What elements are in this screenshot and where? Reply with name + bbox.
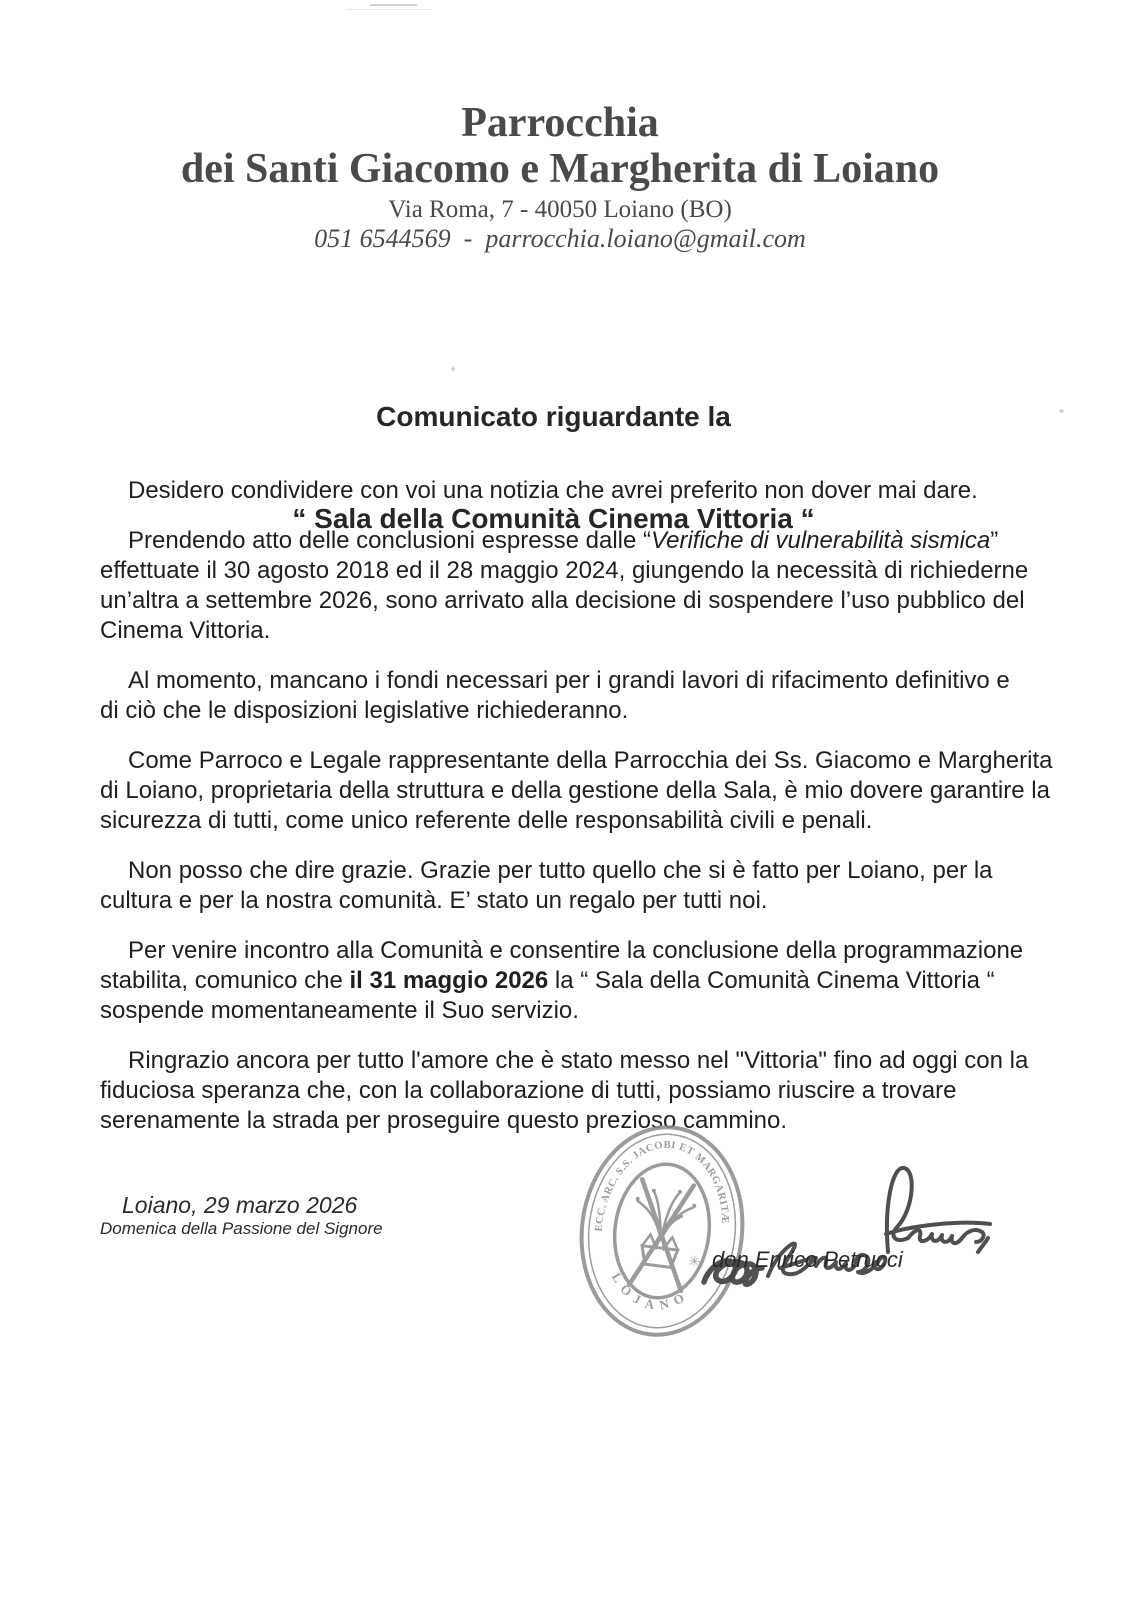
body-paragraph: Non posso che dire grazie. Grazie per tutto quello che si è fatto per Loiano, per la cultura e per la nostra comunità. E’ stato un regalo per tutti noi.: [100, 857, 993, 914]
liturgical-day: Domenica della Passione del Signore: [100, 1219, 383, 1238]
stamp-flower-mark-icon: ✳: [687, 1252, 702, 1270]
body-paragraph: Come Parroco e Legale rappresentante della Parrocchia dei Ss. Giacomo e Margherita di Loiano, proprietaria della struttura e della gestione della Sala, è mio dovere garantire la sicurezza di tutti, come unico referente delle responsabilità civili e penali.: [100, 747, 1053, 834]
body-paragraph: Ringrazio ancora per tutto l'amore che è stato messo nel "Vittoria" fino ad oggi con la fiduciosa speranza che, con la collaborazione di tutti, possiamo riuscire a trovare serenamente la strada per proseguire questo prezioso cammino.: [100, 1047, 1029, 1134]
subject-line1: Comunicato riguardante la: [376, 401, 731, 432]
scan-artifact-line: [370, 4, 417, 6]
body-paragraph: Al momento, mancano i fondi necessari per i grandi lavori di rifacimento definitivo e di ciò che le disposizioni legislative richiederanno.: [100, 667, 1010, 724]
parish-phone-email: 051 6544569 - parrocchia.loiano@gmail.com: [314, 224, 806, 253]
parish-name-line1: Parrocchia: [461, 100, 659, 146]
signature-handwriting: [680, 1150, 1000, 1300]
parish-address: Via Roma, 7 - 40050 Loiano (BO): [388, 196, 732, 223]
body-paragraph: Desidero condividere con voi una notizia che avrei preferito non dover mai dare.: [128, 477, 978, 504]
subject-line2: “ Sala della Comunità Cinema Vittoria “: [292, 503, 815, 534]
stamp-arc-text: ECC. ARC. S.S. JACOBI ET MARGARITÆ: [593, 1139, 731, 1233]
body-paragraph: Per venire incontro alla Comunità e consentire la conclusione della programmazione stabilita, comunico che il 31 maggio 2026 la “ Sala della Comunità Cinema Vittoria “ sospende momentaneamente il Suo servizio.: [100, 937, 1024, 1024]
parish-name-line2: dei Santi Giacomo e Margherita di Loiano: [180, 146, 940, 192]
body-paragraph: Prendendo atto delle conclusioni espresse dalle “Verifiche di vulnerabilità sismica” effettuate il 30 agosto 2018 ed il 28 maggio 2024, giungendo la necessità di richiederne un’altra a settembre 2026, sono arrivato alla decisione di sospendere l’uso pubblico del Cinema Vittoria.: [100, 527, 1029, 644]
place-date: Loiano, 29 marzo 2026: [122, 1192, 358, 1218]
stamp-bottom-text: LOJANO: [608, 1269, 693, 1313]
body-text: [100, 476, 1060, 1156]
scan-artifact-line: [346, 9, 432, 10]
signer-name: don Enrico Petrucci: [712, 1247, 903, 1272]
